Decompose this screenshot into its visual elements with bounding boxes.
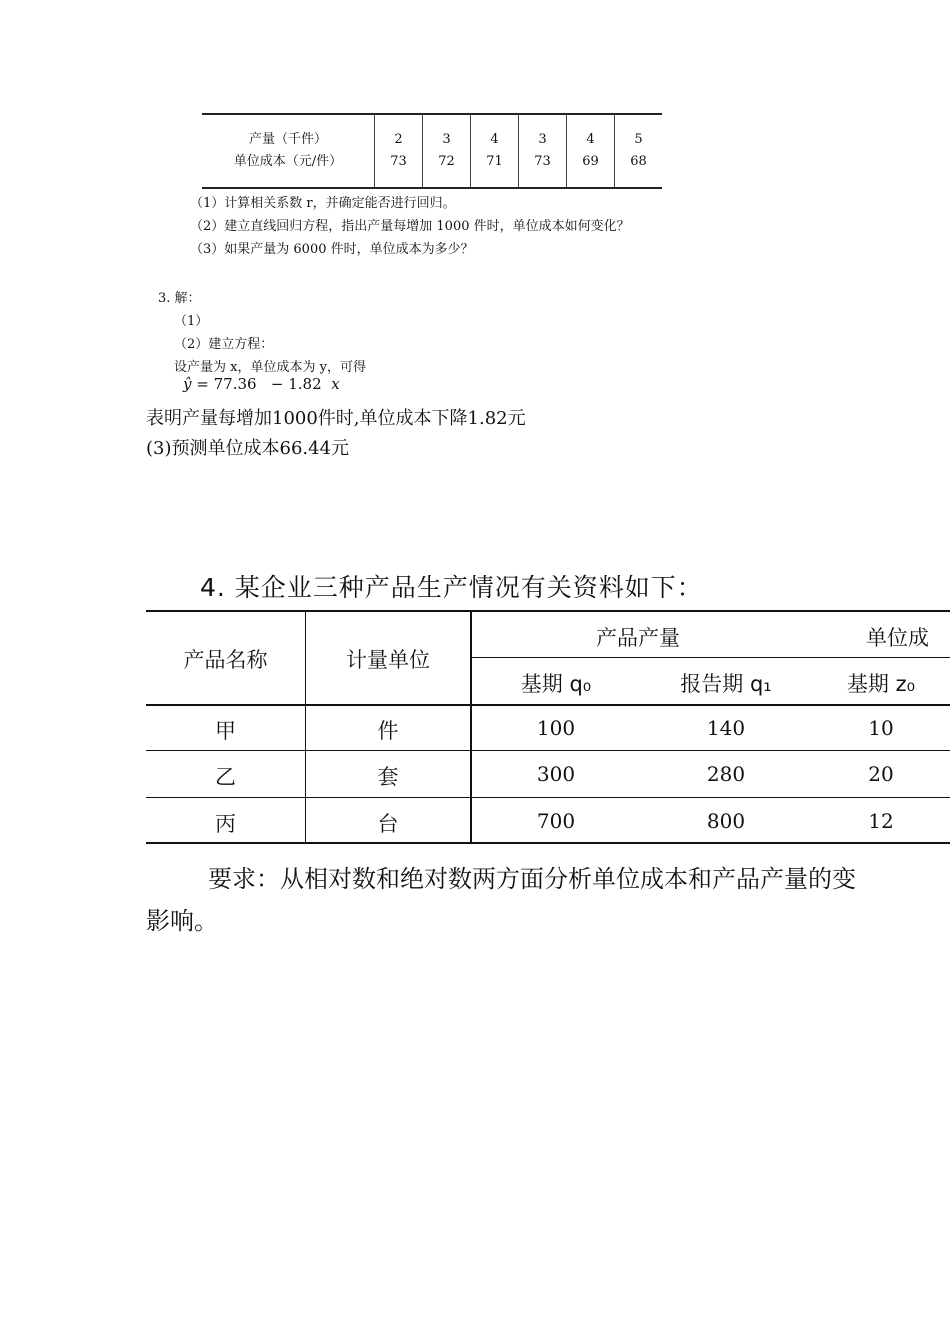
row-label-output: 产量（千件） xyxy=(248,132,327,147)
value-cell xyxy=(375,114,423,188)
base-cost: 10 xyxy=(868,716,894,740)
base-cost: 12 xyxy=(868,809,894,833)
report-quantity: 800 xyxy=(706,809,746,833)
question-item: （3）如果产量为 6000 件时，单位成本为多少？ xyxy=(190,242,474,257)
output-value: 5 xyxy=(634,132,643,147)
row-label-unit-cost: 单位成本（元/件） xyxy=(233,154,343,169)
output-value: 4 xyxy=(586,132,595,147)
solution-conclusion: 表明产量每增加1000件时,单位成本下降1.82元 xyxy=(146,408,526,429)
output-value: 2 xyxy=(394,132,403,147)
unit-cost-value: 69 xyxy=(582,154,599,169)
requirement-line: 要求：从相对数和绝对数两方面分析单位成本和产品产量的变 xyxy=(208,865,856,893)
formula-intercept: 77.36 xyxy=(213,375,257,393)
unit-cost-value: 73 xyxy=(390,154,407,169)
solution-heading: 3. 解： xyxy=(158,291,201,306)
table-rule xyxy=(146,610,950,612)
product-unit: 件 xyxy=(377,719,399,743)
table-rule xyxy=(146,704,950,706)
output-value: 3 xyxy=(538,132,547,147)
value-cell xyxy=(519,114,567,188)
output-cost-table xyxy=(202,113,662,189)
production-table xyxy=(146,610,950,845)
product-name: 乙 xyxy=(215,765,236,789)
base-quantity: 100 xyxy=(536,716,576,740)
formula-lhs: ŷ xyxy=(183,375,192,393)
product-unit: 台 xyxy=(377,812,399,836)
header-base-period: 基期 q₀ xyxy=(520,672,592,696)
output-value: 3 xyxy=(442,132,451,147)
product-name: 丙 xyxy=(215,812,236,836)
solution-part2: （2）建立方程： xyxy=(174,337,274,352)
question-item: （1）计算相关系数 r，并确定能否进行回归。 xyxy=(190,196,456,211)
value-cell xyxy=(471,114,519,188)
problem4-title: 4. 某企业三种产品生产情况有关资料如下： xyxy=(200,573,703,602)
formula-slope: − 1.82 xyxy=(270,375,322,393)
row-labels-cell xyxy=(202,114,375,188)
header-base-cost: 基期 z₀ xyxy=(846,672,916,696)
unit-cost-value: 68 xyxy=(630,154,647,169)
report-quantity: 140 xyxy=(706,716,746,740)
product-unit: 套 xyxy=(377,765,399,789)
unit-cost-value: 73 xyxy=(534,154,551,169)
product-name: 甲 xyxy=(215,719,236,743)
formula-eq: = xyxy=(196,375,209,393)
unit-cost-value: 71 xyxy=(486,154,503,169)
value-cell xyxy=(567,114,615,188)
output-value: 4 xyxy=(490,132,499,147)
problem4-requirement xyxy=(146,858,950,942)
solution-part1: （1） xyxy=(174,314,209,329)
formula-var: x xyxy=(331,375,340,393)
question-item: （2）建立直线回归方程，指出产量每增加 1000 件时，单位成本如何变化？ xyxy=(190,219,630,234)
table-rule xyxy=(146,842,950,844)
question-list xyxy=(190,192,630,261)
header-unit-cost: 单位成 xyxy=(866,626,929,650)
unit-cost-value: 72 xyxy=(438,154,455,169)
regression-formula xyxy=(183,375,340,393)
solution-prediction: (3)预测单位成本66.44元 xyxy=(146,438,350,459)
table-rule xyxy=(472,657,950,658)
header-output: 产品产量 xyxy=(596,626,680,650)
header-product-name: 产品名称 xyxy=(183,648,268,672)
report-quantity: 280 xyxy=(706,762,746,786)
base-quantity: 700 xyxy=(536,809,576,833)
value-cell xyxy=(423,114,471,188)
requirement-line: 影响。 xyxy=(146,907,218,935)
value-cell xyxy=(615,114,663,188)
table-rule xyxy=(146,797,950,798)
table-row xyxy=(202,114,662,188)
solution-setup: 设产量为 x，单位成本为 y，可得 xyxy=(174,360,366,375)
table-rule xyxy=(146,750,950,751)
base-cost: 20 xyxy=(868,762,894,786)
base-quantity: 300 xyxy=(536,762,576,786)
header-report-period: 报告期 q₁ xyxy=(680,672,772,696)
header-unit: 计量单位 xyxy=(346,648,430,672)
